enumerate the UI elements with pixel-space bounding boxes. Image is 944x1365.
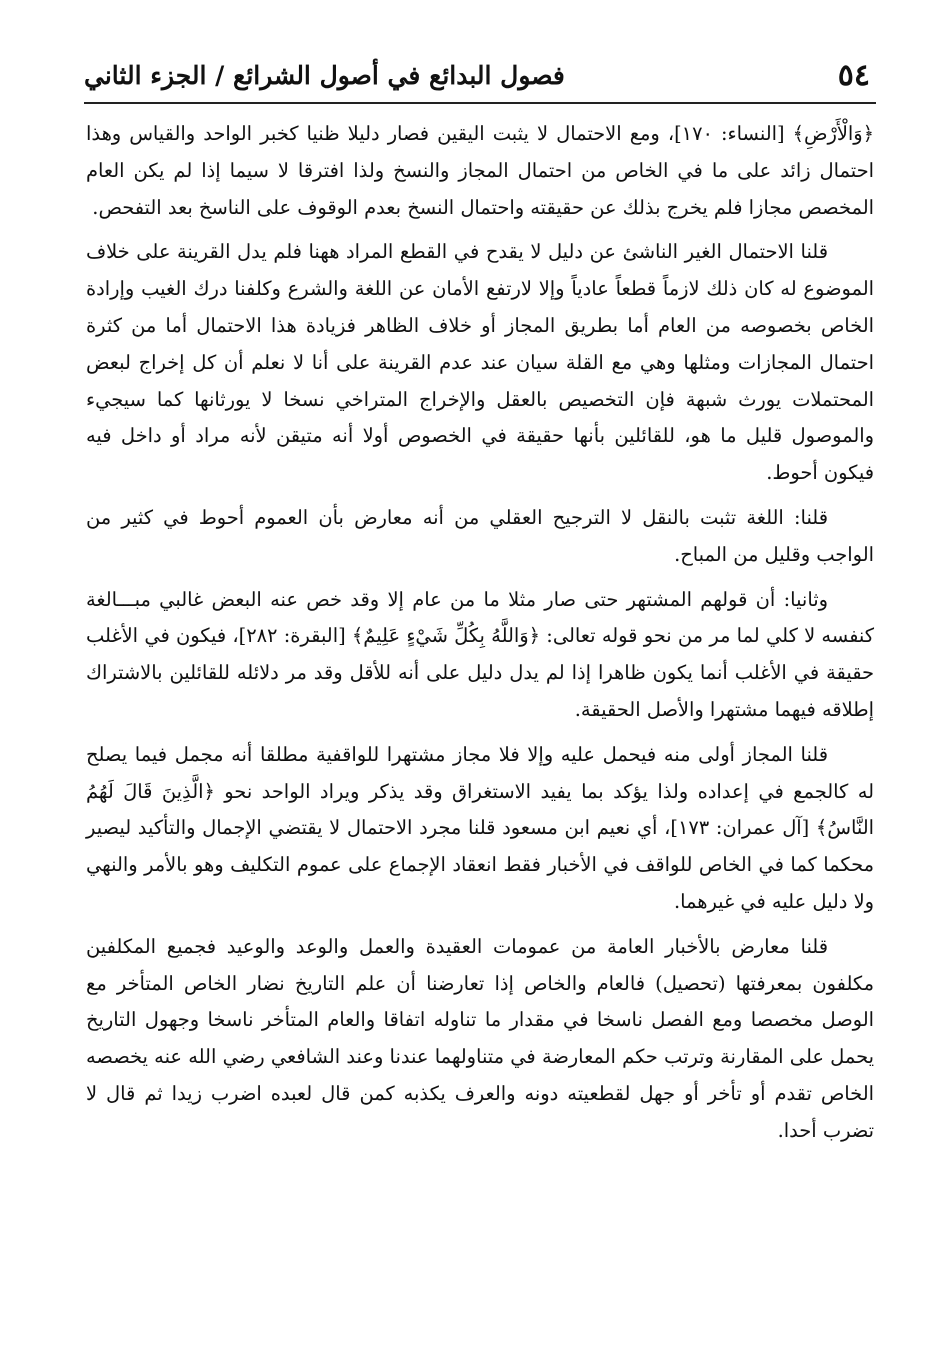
paragraph-1: ﴿وَالْأَرْضِ﴾ [النساء: ١٧٠]، ومع الاحتمال لا يثبت اليقين فصار دليلا ظنيا كخبر الواحد والقياس وهذا احتمال زائد على ما في الخاص من احتمال المجاز والنسخ ولذا افترقا لا سيما إذا لم يكن العام المخصص مجازا فلم يخرج بذلك عن حقيقته واحتمال النسخ بعدم الوقوف على الناسخ بعد التفحص. bbox=[86, 122, 874, 219]
paragraph-4: وثانيا: أن قولهم المشتهر حتى صار مثلا ما من عام إلا وقد خص عنه البعض غالبي مبـــالغة كنفسه لا كلي لما مر من نحو قوله تعالى: ﴿وَاللَّهُ بِكُلِّ شَيْءٍ عَلِيمٌ﴾ [البقرة: ٢٨٢]، فيكون في الأغلب حقيقة في الأغلب أنما يكون ظاهرا إذا لم يدل دليل على أنه للأقل وقد مر دلائله للقائلين بالاشتراك إطلاقه فيهما مشتهرا والأصل الحقيقة. bbox=[86, 587, 874, 721]
page-header bbox=[84, 52, 876, 102]
page-number: ٥٤ bbox=[837, 58, 870, 93]
paragraph-2: قلنا الاحتمال الغير الناشئ عن دليل لا يقدح في القطع المراد ههنا فلم يدل القرينة على خلاف الموضوع له كان ذلك لازماً قطعاً عادياً وإلا لارتفع الأمان عن اللغة والشرع وكلفنا درك الغيب وإرادة الخاص بخصوصه من العام أما بطريق المجاز أو خلاف الظاهر فزيادة هذا الاحتمال أما من كثرة احتمال المجازات ومثلها وهي مع القلة سيان عند عدم القرينة على أنا لا نعلم أن كل إخراج لبعض المحتملات يورث شبهة فإن التخصيص بالعقل والإخراج المتراخي نسخا لا يورثانها كما سيجيء والموصول قليل ما هو، للقائلين بأنها حقيقة في الخصوص أولا أنه متيقن لأنه مراد أو داخل فيه فيكون أحوط. bbox=[86, 240, 874, 485]
running-title: فصول البدائع في أصول الشرائع / الجزء الثاني bbox=[84, 61, 565, 90]
header-divider bbox=[84, 102, 876, 104]
paragraph-5: قلنا المجاز أولى منه فيحمل عليه وإلا فلا مجاز مشتهرا للواقفية مطلقا أنه مجمل فيما يصلح له كالجمع في إعداده ولذا يؤكد بما يفيد الاستغراق وقد يذكر ويراد الواحد نحو ﴿الَّذِينَ قَالَ لَهُمُ النَّاسُ﴾ [آل عمران: ١٧٣]، أي نعيم ابن مسعود قلنا مجرد الاحتمال لا يقتضي الإجمال والتأكيد ليصير محكما كما في الخاص للواقف في الأخبار فقط انعقاد الإجماع على عموم التكليف وهو بالأمر والنهي ولا دليل عليه في غيرهما. bbox=[86, 742, 874, 913]
paragraph-3: قلنا: اللغة تثبت بالنقل لا الترجيح العقلي من أنه معارض بأن العموم أحوط في كثير من الواجب وقليل من المباح. bbox=[86, 505, 874, 566]
page-body bbox=[86, 116, 874, 1158]
paragraph-6: قلنا معارض بالأخبار العامة من عمومات العقيدة والعمل والوعد والوعيد فجميع المكلفين مكلفون بمعرفتها (تحصيل) فالعام والخاص إذا تعارضنا أن علم التاريخ نضار الخاص المتأخر مع الوصل مخصصا ومع الفصل ناسخا في مقدار ما تناوله اتفاقا والعام المتأخر ناسخا وجهول التاريخ يحمل على المقارنة وترتب حكم المعارضة في متناولهما عندنا وعند الشافعي رضي الله عنه يخصصه الخاص تقدم أو تأخر أو جهل لقطعيته دونه والعرف يكذبه كمن قال لعبده اضرب زيدا ثم قال لا تضرب أحدا. bbox=[86, 934, 874, 1142]
